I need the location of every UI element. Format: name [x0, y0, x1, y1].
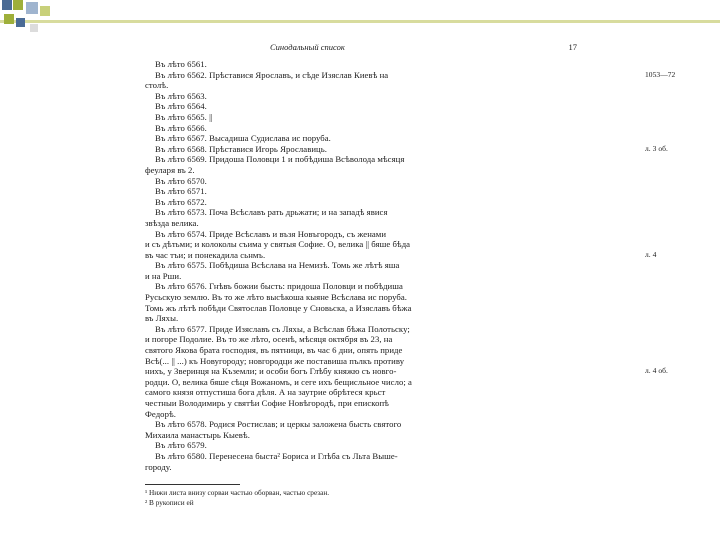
text-line: Въ лѣто 6577. Приде Изяславъ съ Ляхы, а Всѣслав бѣжа Полотьску; — [155, 323, 410, 334]
text-line: Въ лѣто 6576. Гнѣвъ божии бысть: придоша Половци и побѣдиша — [155, 281, 403, 292]
text-body — [145, 59, 676, 472]
text-line: звѣзда велика. — [145, 217, 199, 228]
text-line: Въ лѣто 6566. — [155, 122, 207, 133]
document-page — [145, 42, 676, 507]
text-line: городу. — [145, 461, 172, 472]
text-line: и погоре Подолие. Въ то же лѣто, осенѣ, мѣсяця октября въ 23, на — [145, 334, 393, 345]
footnote: ² В рукописи ей — [145, 497, 194, 507]
margin-note: л. 4 — [645, 249, 657, 259]
text-line: Въ лѣто 6580. Перенесена быста² Бориса и Глѣба съ Льта Выше- — [155, 450, 398, 461]
text-line: и на Рши. — [145, 270, 182, 281]
page-header — [145, 42, 577, 56]
text-line: Въ лѣто 6569. Придоша Половци 1 и побѣдиша Всѣволода мѣсяця — [155, 154, 405, 165]
footnote-divider — [145, 484, 240, 485]
margin-note: л. 3 об. — [645, 143, 668, 153]
text-line: Михаила манастырь Кыевѣ. — [145, 429, 250, 440]
decorative-squares — [0, 0, 720, 40]
text-line: и съ дѣтьми; и колоколы съима у святыя Софие. О, велика || бяше бѣда — [145, 239, 411, 250]
text-line: Въ лѣто 6565. || — [155, 111, 213, 122]
text-line: родци. О, велика бяше сѣця Вожаномъ, и сеге ихъ бещисльное число; а — [145, 376, 412, 387]
footnotes — [145, 488, 577, 507]
text-line: въ Ляхы. — [145, 313, 179, 324]
text-line: Въ лѣто 6579. — [155, 440, 207, 451]
text-line: Въ лѣто 6575. Побѣдиша Всѣслава на Немизѣ. Томь же лѣтѣ яша — [155, 260, 400, 271]
text-line: Русьскую землю. Въ то же лѣто высѣкоша кыяне Всѣслава ис поруба. — [145, 292, 408, 303]
margin-note: л. 4 об. — [645, 366, 668, 376]
text-line: Въ лѣто 6572. — [155, 196, 207, 207]
text-line: Всѣ(... || ...) къ Новугороду; новгородци же поставиша пълкъ противу — [145, 355, 405, 366]
text-line: Въ лѣто 6570. — [155, 175, 207, 186]
text-line: Въ лѣто 6562. Прѣставися Ярославъ, и сѣде Изяслав Киевѣ на 1053—72 — [155, 69, 676, 80]
text-line: Въ лѣто 6568. Прѣставися Игорь Ярославиць. л. 3 об. — [155, 143, 668, 154]
text-line: Въ лѣто 6563. — [155, 90, 207, 101]
text-line: Въ лѣто 6573. Поча Всѣславъ рать дрьжати; и на западѣ явися — [155, 207, 388, 218]
text-line: Въ лѣто 6564. — [155, 101, 207, 112]
text-line: Въ лѣто 6578. Родися Ростислав; и церкы заложена бысть святого — [155, 419, 402, 430]
text-line: Въ лѣто 6561. — [155, 59, 207, 69]
text-line: феуларя въ 2. — [145, 164, 195, 175]
decorative-header — [0, 0, 720, 40]
text-line: въ час тъи; и понекадила сьнмъ. л. 4 — [145, 249, 657, 260]
text-line: столѣ. — [145, 80, 169, 91]
text-line: Въ лѣто 6567. Высадиша Судислава ис поруба. — [155, 133, 331, 144]
footnote: ¹ Нижи листа внизу сорваи частью оборван, частью срезан. — [145, 488, 330, 498]
running-title: Синодальный список — [270, 42, 345, 52]
text-line: нихъ, у Зверинця на Къземли; и особи богъ Глѣбу княжю съ новго- л. 4 об. — [145, 366, 668, 377]
text-line: честныи Володимирь у святѣи Софие Новѣгородѣ, при епископѣ — [145, 398, 389, 408]
text-line: святого Якова брата господня, въ пятници, въ час 6 дни, опять приде — [145, 345, 403, 356]
text-line: Федорѣ. — [145, 408, 176, 419]
text-line: Въ лѣто 6574. Приде Всѣславъ и възя Новъгородъ, съ женами — [155, 228, 387, 239]
text-line: самого князя отпустиша бога дѣля. А на заутрие обрѣтеся крьст — [145, 387, 386, 398]
page-number: 17 — [568, 42, 577, 52]
text-line: Въ лѣто 6571. — [155, 186, 207, 197]
margin-note: 1053—72 — [645, 69, 676, 79]
text-line: Томь жъ лѣтѣ побѣди Святослав Половце у Сновьска, а Изяславъ бѣжа — [145, 302, 412, 313]
